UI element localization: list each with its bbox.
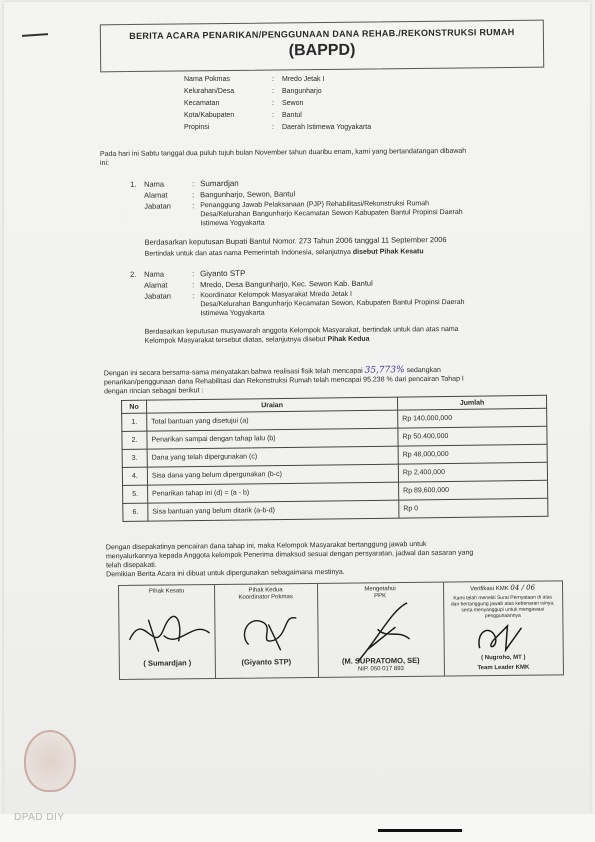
signature-pihak-kesatu: Pihak Kesatu ( Sumardjan ) [119,585,216,679]
party-2-name: Giyanto STP [200,268,246,279]
party-2: 2. Nama : Giyanto STP Alamat : Mredo, Desa Bangunharjo, Kec. Sewon Kab. Bantul Jabatan : Koordinator Kelompok Masyarakat Mredo Jetak I Desa/Kelurahan Bangunharjo Kecamatan Sewon, Kabupaten Bantul Propinsi Daerah Istimewa Yogyakarta Berdasarkan keputusan musyawarah anggota Kelompok Masyarakat, bertindak untuk dan atas nama Kelompok Masyarakat tersebut diatas, selanjutnya disebut Pihak Kedua [130,266,550,270]
handwritten-percentage: 35,773% [364,365,405,376]
signature-scribble [471,620,531,657]
info-value: Mredo Jetak I [282,76,325,83]
signature-table [118,580,564,680]
closing-paragraph: Dengan disepakatinya pencairan dana tahap ini, maka Kelompok Masyarakat bertanggung jawab untuk menyalurkannya kepada Anggota kelompok Penerima dimaksud sesuai dengan persyaratan, jadwal dan sasaran yang telah disepakati. Demikian Berita Acara ini dibuat untuk dipergunakan sebagaimana mestinya. [105,540,474,579]
table-row: 3. Dana yang telah dipergunakan (c) Rp 48,000,000 [122,444,547,467]
info-value: Sewon [282,100,304,107]
info-label: Kota/Kabupaten [184,112,235,119]
signature-verifikasi-kmk: Verifikasi KMK 04 / 06 Kami telah meneliti Surat Pernyataan di atas dan bertanggung jawab atas kebenaran isinya, serta menyanggupi untuk mengawasi penggunaannya ( Nugroho, MT ) Team Leader KMK [443,581,563,675]
info-label: Nama Pokmas [184,76,230,83]
signature-ppk: Mengetahui PPK (M. SUPRATOMO, SE) NIP. 050 017 893 [317,583,445,677]
signatory-title: Team Leader KMK [477,664,530,672]
watermark-text: DPAD DIY [14,812,65,823]
signatory-name: (M. SUPRATOMO, SE) [341,655,420,666]
party-1-name: Sumardjan [200,178,239,189]
info-label: Kecamatan [184,100,220,107]
table-row: 1. Total bantuan yang disetujui (a) Rp 140,000,000 [122,408,547,431]
party-1-role: Bertindak untuk dan atas nama Pemerintah Indonesia, selanjutnya disebut Pihak Kesatu [144,248,424,258]
signature-scribble [123,599,214,660]
agreement-paragraph: Dengan ini secara bersama-sama menyatakan bahwa realisasi fisik telah mencapai 35,773% sedangkan penarikan/penggunaan dana Rehabilitasi dan Rekonstruksi Rumah telah mencapai 95.238 % dari pencairan Tahap I dengan rincian sebagai berikut : [103,365,464,396]
party-1: 1. Nama : Sumardjan Alamat : Bangunharjo, Sewon, Bantul Jabatan : Penanggung Jawab Pelaksanaan (PJP) Rehabilitasi/Rekonstruksi Rumah Desa/Kelurahan Bangunharjo Kecamatan Sewon Kabupaten Bantul Propinsi Daerah Istimewa Yogyakarta Berdasarkan keputusan Bupati Bantul Nomor. 273 Tahun 2006 tanggal 11 September 2006 Bertindak untuk dan atas nama Pemerintah Indonesia, selanjutnya disebut Pihak Kesatu [130,176,550,180]
info-label: Propinsi [184,124,210,131]
archive-seal-icon [24,730,76,792]
document-subtitle: (BAPPD) [288,41,356,60]
document-page: BERITA ACARA PENARIKAN/PENGGUNAAN DANA REHAB./REKONSTRUKSI RUMAH (BAPPD) Nama Pokmas : Mredo Jetak I Kelurahan/Desa : Bangunharjo Kecamatan : Sewon Kota/Kabupaten : Bantul Propinsi : Daerah Istimewa Yogyakarta Pada hari ini Sabtu tanggal dua puluh tujuh bulan November tahun duaribu enam, kami yang bertandatangan dibawah ini: 1. Nama : Sumardjan Alamat : Bangunharjo, Sewon, Bantul Jabatan : Penanggung Jawab Pelaksanaan (PJP) Rehabilitasi/Rekonstruksi Rumah Desa/Kelurahan Bangunharjo Kecamatan Sewon Kabupaten Bantul Propinsi Daerah Istimewa Yogyakarta Berdasarkan keputusan Bupati Bantul Nomor. 273 Tahun 2006 tanggal 11 September 2006 Bertindak untuk dan atas nama Pemerintah Indonesia, selanjutnya disebut Pihak Kesatu 2. Nama : Giyanto STP Alamat : Mredo, Desa Bangunharjo, Kec. Sewon Kab. Bantul Jabatan : Koordinator Kelompok Masyarakat Mredo Jetak I Desa/Kelurahan Bangunharjo Kecamatan Sewon, Kabupaten Bantul Propinsi Daerah Istimewa Yogyakarta Berdasarkan keputusan musyawarah anggota Kelompok Masyarakat, bertindak untuk dan atas nama Kelompok Masyarakat tersebut diatas, selanjutnya disebut Pihak Kedua Dengan ini secara bersama-sama menyatakan bahwa realisasi fisik telah mencapai 35,773% sedangkan penarikan/penggunaan dana Rehabilitasi dan Rekonstruksi Rumah telah mencapai 95.238 % dari pencairan Tahap I dengan rincian sebagai berikut : No Uraian Jumlah 1. Total bantuan yang disetujui (a) Rp 140,000,000 2. Penarikan sampai dengan tahap lalu (b) Rp 50.400,000 3. Dana yang telah dipergunakan (c) Rp 48,000,000 4. Sisa dana yang belum dipergunakan (b-c) Rp 2,400,000 5. Penarikan tahap ini (d) = (a - b) Rp 89,600,000 6. Sisa bantuan yang belum ditarik (a-b-d) Rp 0 Dengan disepakatinya pencairan dana tahap ini, maka Kelompok Masyarakat bertanggung jawab untuk menyalurkannya kepada Anggota kelompok Penerima dimaksud sesuai dengan persyaratan, jadwal dan sasaran yang telah disepakati. Demikian Berita Acara ini dibuat untuk dipergunakan sebagaimana mestinya. Pihak Kesatu ( Sumardjan ) Pihak Kedua Koordinator Pokmas (Giyanto STP) Mengetahui PPK (M. SUPRATOMO, SE) NIP. 050 017 893 Verifikasi KMK 04 / 06 Kami telah meneliti Surat Pernyataan di atas dan bertanggung jawab atas kebenaran isinya, serta menyanggupi untuk mengawasi penggunaannya ( Nugroho, MT ) Team Leader KMK [4,2,590,814]
party-1-basis: Berdasarkan keputusan Bupati Bantul Nomor. 273 Tahun 2006 tanggal 11 September 2006 [144,235,447,247]
info-value: Bangunharjo [282,88,322,95]
table-row: 5. Penarikan tahap ini (d) = (a - b) Rp 89,600,000 [123,480,548,503]
document-title: BERITA ACARA PENARIKAN/PENGGUNAAN DANA REHAB./REKONSTRUKSI RUMAH [129,26,515,42]
scan-bar-mark [378,829,462,832]
table-row: 6. Sisa bantuan yang belum ditarik (a-b-d) Rp 0 [123,498,548,521]
info-value: Daerah Istimewa Yogyakarta [282,124,372,131]
signature-pihak-kedua: Pihak Kedua Koordinator Pokmas (Giyanto STP) [214,584,319,678]
verification-note: Kami telah meneliti Surat Pernyataan di atas dan bertanggung jawab atas kebenaran isinya, serta menyanggupi untuk mengawasi penggunaannya [450,594,555,620]
table-row: 4. Sisa dana yang belum dipergunakan (b-c) Rp 2,400,000 [122,462,547,485]
signatory-name: ( Sumardjan ) [143,658,192,668]
info-value: Bantul [282,112,302,119]
signature-scribble [228,604,309,655]
header-box [100,20,544,73]
column-header: Jumlah [397,395,546,410]
signatory-name: ( Nugroho, MT ) [481,654,526,662]
signatory-nip: NIP. 050 017 893 [357,666,404,673]
column-header: No [122,400,147,413]
intro-paragraph: Pada hari ini Sabtu tanggal dua puluh tujuh bulan November tahun duaribu enam, kami yang bertandatangan dibawah ini: [99,147,467,167]
info-label: Kelurahan/Desa [184,88,235,95]
column-header: Uraian [147,397,398,413]
details-table [121,395,548,522]
signatory-name: (Giyanto STP) [241,657,292,667]
table-row: 2. Penarikan sampai dengan tahap lalu (b) Rp 50.400,000 [122,426,547,449]
party-2-basis: Berdasarkan keputusan musyawarah anggota Kelompok Masyarakat, bertindak untuk dan atas nama Kelompok Masyarakat tersebut diatas, selanjutnya disebut Pihak Kedua [144,325,459,345]
page-footer-strip [0,814,595,842]
